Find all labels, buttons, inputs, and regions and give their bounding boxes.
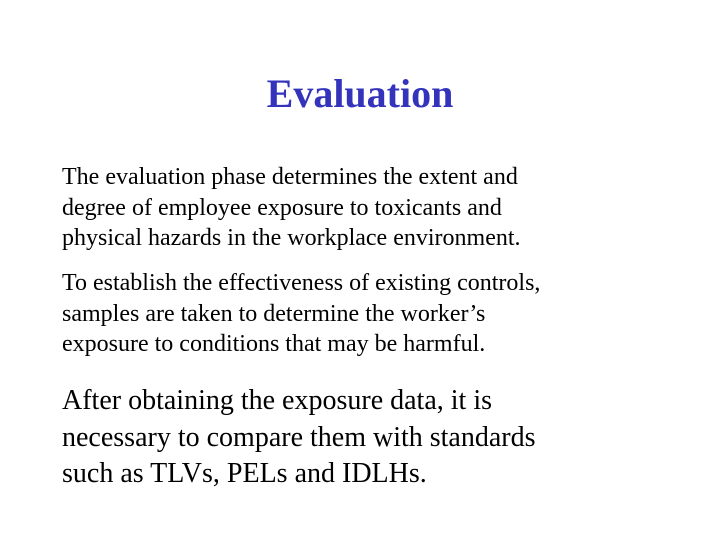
paragraph-line: samples are taken to determine the worker’s (62, 300, 486, 327)
paragraph-line: degree of employee exposure to toxicants and (62, 194, 502, 221)
paragraph-line: After obtaining the exposure data, it is (62, 385, 492, 416)
paragraph-line: physical hazards in the workplace environment. (62, 225, 521, 251)
paragraph-line: exposure to conditions that may be harmful. (62, 331, 486, 357)
paragraph-line: The evaluation phase determines the extent and (62, 164, 518, 190)
paragraph-compare-standards (62, 383, 709, 493)
slide-title: Evaluation (266, 71, 454, 116)
paragraph-evaluation-phase (62, 162, 709, 254)
paragraph-line: such as TLVs, PELs and IDLHs. (62, 458, 427, 489)
paragraph-controls-effectiveness (62, 268, 709, 360)
paragraph-line: necessary to compare them with standards (62, 421, 536, 453)
paragraph-line: To establish the effectiveness of existing controls, (62, 270, 541, 296)
